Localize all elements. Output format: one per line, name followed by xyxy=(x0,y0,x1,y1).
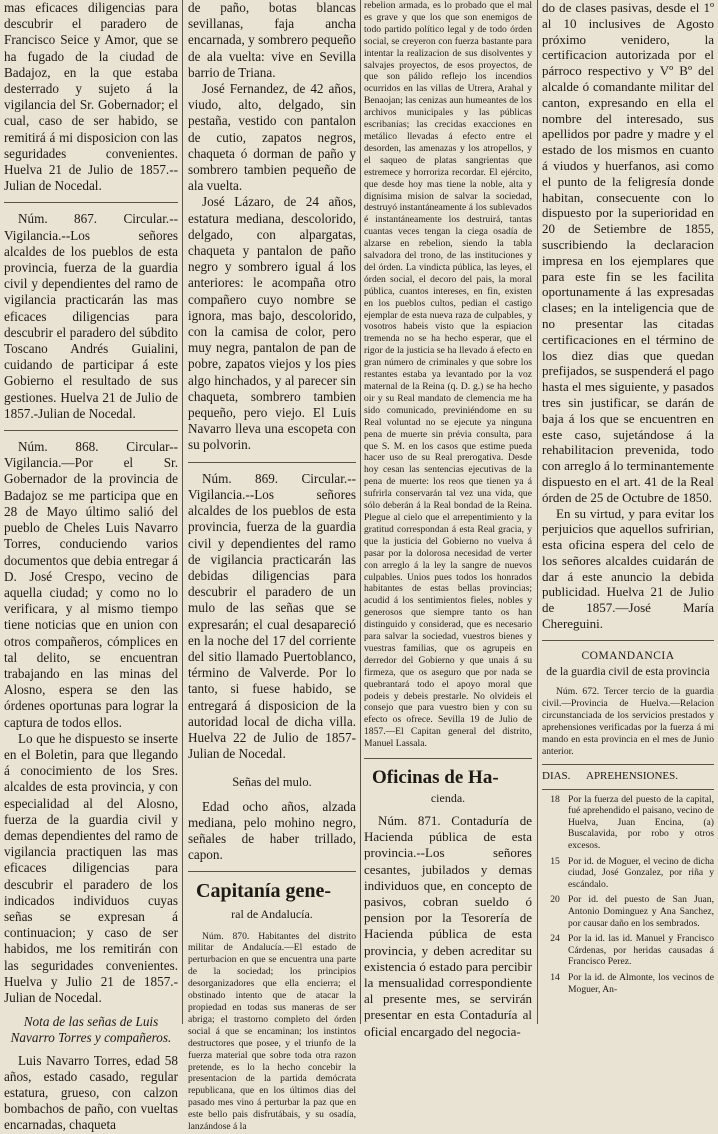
table-row xyxy=(542,972,714,995)
divider xyxy=(188,462,356,463)
divider xyxy=(542,789,714,790)
row-text: Por la id. de Almonte, los vecinos de Moguer, An- xyxy=(568,972,714,995)
divider xyxy=(4,430,178,431)
senas-title: Señas del mulo. xyxy=(232,775,312,790)
table-row xyxy=(542,794,714,852)
divider xyxy=(188,871,356,872)
column-3 xyxy=(364,0,532,1040)
paragraph-continued: mas eficaces diligencias para descubrir el paradero de Francisco Seice y Amor, que se ha fugado de la ciudad de Badajoz, en la que estaba desterrado y sujeto á la vigilancia del Sr. Gobernador; el cual, caso de ser habido, se remitirá á mi disposicion con las seguridades convenientes. Huelva 21 de Julio de 1857.--Julian de Nocedal. xyxy=(4,0,178,194)
nota-title: Nota de las señas de Luis Navarro Torres y compañeros. xyxy=(10,1014,172,1046)
paragraph-870: Núm. 870. Habitantes del distrito militar de Andalucía.—El estado de perturbacion en que se encuentra una parte de la sociedad; los principios desorganizadores que ella encierra; el obstinado intento que de atacar la propiedad en todas sus maneras de ser abriga; el trastorno completo del órden social á que se encaminan; los instintos destructores que posee, y el triunfo de la fuerza material que sobre toda otra razon pretende, es lo la hecho concebir la presentacion de la partida demócrata republicana, que en los últimos dias del pasado mes vino á perturbar la paz que en este bello pais disfrutábais, y su osadía, lanzándose á la xyxy=(188,930,356,1133)
paragraph-868: Núm. 868. Circular--Vigilancia.—Por el Sr. Gobernador de la provincia de Badajoz se me participa que en 28 de Mayo último salió del pueblo de Cheles Luis Navarro Torres, conduciendo varios documentos que debia entregar á D. José Crespo, vecino de aquella ciudad; y como no lo verificara, y al mismo tiempo tiene noticias que en union con otros compañeros, cómplices en tal delito, se encuentran trabajando en las minas del Alosno, espera se den las órdenes oportunas para lograr la captura de todos ellos. xyxy=(4,439,178,730)
paragraph-continued: de paño, botas blancas sevillanas, faja ancha encarnada, y sombrero pequeño de ala vuelta: vive en Sevilla barrio de Triana. xyxy=(188,0,356,80)
row-text: Por la fuerza del puesto de la capital, fué aprehendido el paisano, vecino de Huelva, Juan Encina, (a) Buscalavida, por robo y otros excesos. xyxy=(568,793,714,852)
column-rule xyxy=(537,0,538,1024)
section-subheading-capitania: ral de Andalucía. xyxy=(231,907,313,922)
section-heading-capitania: Capitanía gene- xyxy=(196,880,331,903)
dias-header: DIAS. xyxy=(542,769,571,782)
divider xyxy=(542,640,714,641)
divider xyxy=(364,758,532,759)
paragraph-869: Núm. 869. Circular.--Vigilancia.--Los señores alcaldes de los pueblos de esta provincia, fuerza de la guardia civil y dependientes del ramo de vigilancia practicarán las debidas diligencias para descubrir el paradero de un mulo de las señas que se expresarán; el cual desapareció en la noche del 17 del corriente del sitio llamado Puertoblanco, término de Valverde. Por lo tanto, si fuese habido, se entregará á disposicion de la autoridad local de dicha villa. Huelva 22 de Julio de 1857-Julian de Nocedal. xyxy=(188,470,356,762)
section-heading-comandancia: COMANDANCIA xyxy=(581,649,675,662)
column-4 xyxy=(542,0,714,999)
paragraph-continued: rebelion armada, es lo probado que el mal es grave y que los que son enemigos de todo partido político legal y de todo órden social, se creyeron con fuerza bastante para intentar la realizacion de sus disolventes y salvajes proyectos, de esos proyectos, de que son pálido reflejo los incendios ocurridos en las villas de Utrera, Arahal y Benaojan; las cenizas aun humeantes de los archivos municipales y las públicas escribanías; las crecidas exacciones en metálico llevadas á efecto entre el desorden, las amenazas y los atropellos, y el saqueo de platas sangrientas que estremece y horroriza recordar. El ejército, que desde hoy mas tiene la noble, alta y dignísima mision de salvar la sociedad, destruyó instantáneamente á los sublevados é instantáneamente los destruirá, tantas cuantas veces tengan la ciega osadía de alzarse en rebelion, siendo la tabla salvadora del trono, de las instituciones y del órden. La vindicta pública, las leyes, el órden social, el decoro del pais, la moral pública, cuantos intereses, en fin, existen en los pueblos cultos, pedian el castigo ejemplar de esta nueva raza de culpables, y vosotros habeis visto que la espiacion tremenda no se ha hecho esperar, que el rigor de la justicia se ha llevado á efecto en gran número de criminales y que sobre los restantes estaba ya levantado por la voz maternal de la Reina (q. D. g.) se ha hecho oir y su Real mandato de clemencia me ha sido comunicado, previniéndome en su Real voluntad no se ejecute ya ninguna pena de muerte sin prévia consulta, para que S. M. en los casos que estime pueda hacer uso de su Real prerogativa. Desde hoy cesan las sentencias ejecutivas de la pena de muerte: los reos que tienen ya á sufrirla conservarán tal vez una vida, que sólo deberán á la Real bondad de la Reina. Plegue al cielo que el arrepentimiento y la gratitud correspondan á esta Real gracia, y que la justicia del Gobierno no vuelva á pasar por la dolorosa necesidad de verter con arreglo á la ley la sangre de nuevos culpables. Unios pues todos los honrados habitantes de estas bellas provincias; acudid á los sentimientos fieles, nobles y generosos que siempre tanto os han distinguido y considerad, que es necesario para salvar la sociedad, vuestros bienes y vuestras familias, que os agrupeis en derredor del Gobierno y que unais á su firmeza, que os aseguro que por nada se quebrantará todo el apoyo moral que podeis y debeis prestarle. No olvideis el consejo que para vuestro bien y con su efecto os ofrece. Sevilla 19 de Julio de 1857.—El Capitan general del distrito, Manuel Lassala. xyxy=(364,0,532,750)
row-day: 18 xyxy=(550,793,560,805)
row-day: 24 xyxy=(550,933,560,945)
table-row xyxy=(542,933,714,968)
row-text: Por id. de Moguer, el vecino de dicha ciudad, José Gonzalez, por riña y escándalo. xyxy=(568,855,714,890)
paragraph-672: Núm. 672. Tercer tercio de la guardia civil.—Provincia de Huelva.—Relacion circunstanciada de los servicios prestados y aprehensiones verificadas por la fuerza á mi mando en esta provincia en el mes de Junio anterior. xyxy=(542,686,714,757)
row-day: 14 xyxy=(550,972,560,984)
paragraph-luis: Luis Navarro Torres, edad 58 años, estado casado, regular estatura, grueso, con calzon bombachos de paño, con vueltas encarnadas, chaqueta xyxy=(4,1052,178,1133)
paragraph-edad: Edad ocho años, alzada mediana, pelo mohino negro, señales de haber trillado, capon. xyxy=(188,798,356,863)
paragraph-871: Núm. 871. Contaduría de Hacienda pública de esta provincia.--Los señores cesantes, jubilados y demas individuos que, en concepto de pasivos, cobran sueldo ó pension por la Tesorería de Hacienda pública de esta provincia, y deben acreditar su existencia ó estado para percibir la mensualidad correspondiente al presente mes, se servirán presentar en esta Contaduría al oficial encargado del negocia- xyxy=(364,813,532,1039)
divider xyxy=(4,202,178,203)
table-row xyxy=(542,894,714,929)
paragraph-continued: do de clases pasivas, desde el 1º al 10 inclusives de Agosto próximo venidero, la certificacion autorizada por el párroco respectivo y Vº Bº del alcalde ó comandante militar del canton, expresando en ella el nombre del interesado, sus apellidos por padre y madre y el estado de los mismos en cuanto á viudos y huerfanos, asi como el punto de la feligresía donde habitan, consecuente con lo dispuesto por la superioridad en 20 de Setiembre de 1855, suscribiendo la declaracion impresa en los ejemplares que para este fin se les facilita oportunamente á las expresadas clases; en la inteligencia que de no presentar las citadas certificaciones en el término de los diez dias que quedan prefijados, se suspenderá el pago hasta el mes siguiente, y pasados tres sin justificar, se darán de baja á los que se encuentren en este caso, sujetándose á la rehabilitacion prevenida, todo con arreglo á lo terminantemente dispuesto en el art. 41 de la Real órden de 25 de Octubre de 1850. xyxy=(542,0,714,505)
row-text: Por la id. las id. Manuel y Francisco Cárdenas, por heridas causadas á Francisco Perez. xyxy=(568,933,714,968)
aprehensiones-header: APREHENSIONES. xyxy=(586,769,678,782)
row-text: Por id. del puesto de San Juan, Antonio Dominguez y Ana Sanchez, por causar daño en los sembrados. xyxy=(568,894,714,929)
table-header xyxy=(542,769,714,785)
paragraph-jose-fernandez: José Fernandez, de 42 años, viudo, alto, delgado, sin pestaña, vestido con pantalon de cutio, zapatos negros, chaqueta ó dorman de paño y sombrero tambien pequeño de ala vuelta. xyxy=(188,81,356,194)
column-rule xyxy=(360,0,361,1024)
section-subheading-oficinas: cienda. xyxy=(430,791,466,806)
section-heading-oficinas: Oficinas de Ha- xyxy=(372,767,499,789)
paragraph-lo-que: Lo que he dispuesto se inserte en el Boletin, para que llegando á conocimiento de los Sres. alcaldes de esta provincia, y con especialidad al del Alosno, fuerza de la guardia civil y demas dependientes del ramo de vigilancia practiquen las mas eficaces diligencias para descubrir el paradero de los indicados individuos cuyas señas se expresan á continuacion; y caso de ser habidos, me los remitirán con las seguridades convenientes. Huelva y Julio 21 de 1857.-Julian de Nocedal. xyxy=(4,730,178,1005)
paragraph-jose-lazaro: José Lázaro, de 24 años, estatura mediana, descolorido, delgado, con alpargatas, chaqueta y pantalon de paño negro y sombrero igual á los anteriores: le acompaña otro compañero cuyo nombre se ignora, mas bajo, descolorido, con la camisa de color, pero muy negra, pantalon de pan de pobre, zapatos viejos y los pies algo hinchados, y al parecer sin chaqueta, sombrero tambien pequeño, pero viejo. El Luis Navarro lleva una escopeta con su polvorin. xyxy=(188,194,356,453)
row-day: 15 xyxy=(550,855,560,867)
paragraph-su-virtud: En su virtud, y para evitar los perjuicios que aquellos sufririan, esta oficina espera del celo de los señores alcaldes cuidarán de dar á este anuncio la debida publicidad. Huelva 21 de Julio de 1857.—José María Chereguini. xyxy=(542,505,714,632)
row-day: 20 xyxy=(550,894,560,906)
column-1 xyxy=(4,0,178,1134)
paragraph-867: Núm. 867. Circular.--Vigilancia.--Los señores alcaldes de los pueblos de esta provincia, fuerza de la guardia civil y dependientes del ramo de vigilancia practicarán las mas eficaces diligencias para descubrir el paradero del súbdito Toscano Andrés Guialini, cuidando de participar á este Gobierno el resultado de sus gestiones. Huelva 21 de Julio de 1857.-Julian de Nocedal. xyxy=(4,211,178,421)
column-2 xyxy=(188,0,356,1133)
table-row xyxy=(542,856,714,891)
divider xyxy=(542,764,714,765)
section-subheading-comandancia: de la guardia civil de esta provincia xyxy=(546,665,710,678)
aprehensiones-list xyxy=(542,794,714,996)
column-rule xyxy=(182,0,183,1024)
